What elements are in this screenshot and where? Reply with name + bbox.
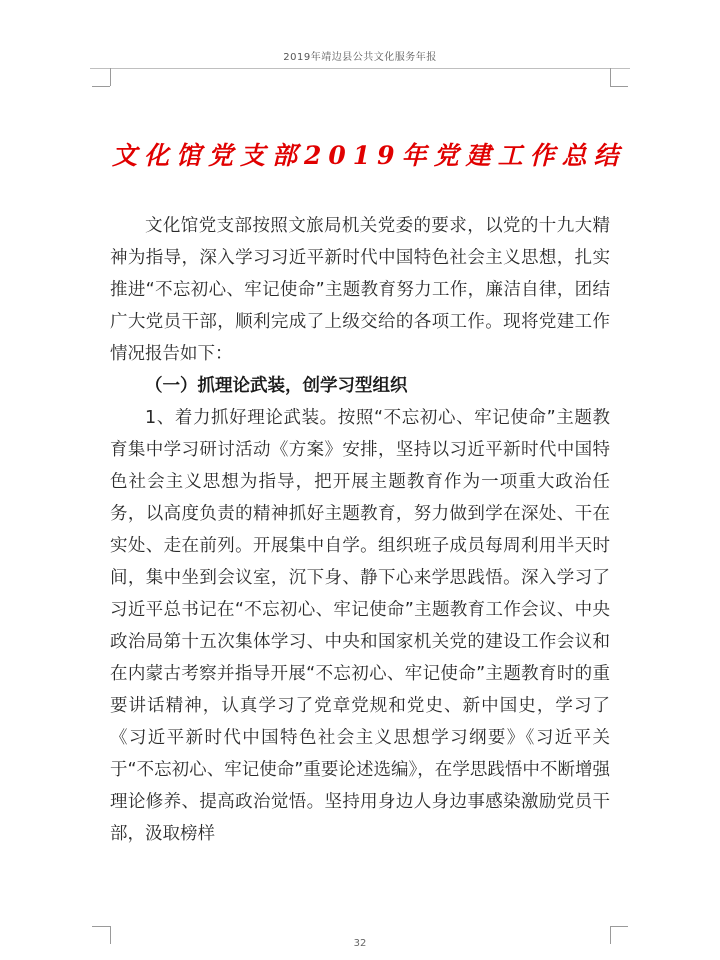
section-paragraph: 1、着力抓好理论武装。按照“不忘初心、牢记使命”主题教育集中学习研讨活动《方案》安排，坚持以习近平新时代中国特色社会主义思想为指导，把开展主题教育作为一项重大政治任务，以高度负责的精神抓好主题教育，努力做到学在深处、干在实处、走在前列。开展集中自学。组织班子成员每周利用半天时间，集中坐到会议室，沉下身、静下心来学思践悟。深入学习了习近平总书记在“不忘初心、牢记使命”主题教育工作会议、中央政治局第十五次集体学习、中央和国家机关党的建设工作会议和在内蒙古考察并指导开展“不忘初心、牢记使命”主题教育时的重要讲话精神，认真学习了党章党规和党史、新中国史，学习了《习近平新时代中国特色社会主义思想学习纲要》《习近平关于“不忘初心、牢记使命”重要论述选编》，在学思践悟中不断增强理论修养、提高政治觉悟。坚持用身边人身边事感染激励党员干部，汲取榜样: [110, 408, 610, 844]
crop-mark-top-right: [610, 68, 629, 86]
page-number: 32: [353, 938, 367, 949]
header-rule: [90, 68, 630, 69]
document-title: 文化馆党支部2019年党建工作总结: [112, 141, 626, 170]
section-heading: （一）抓理论武装，创学习型组织: [145, 376, 408, 396]
crop-mark-top-right-h: [610, 86, 628, 87]
intro-paragraph: 文化馆党支部按照文旅局机关党委的要求，以党的十九大精神为指导，深入学习习近平新时代中国特色社会主义思想，扎实推进“不忘初心、牢记使命”主题教育努力工作，廉洁自律，团结广大党员干部，顺利完成了上级交给的各项工作。现将党建工作情况报告如下：: [110, 216, 610, 364]
crop-mark-bottom-left-h: [92, 926, 110, 927]
crop-mark-top-left-h: [92, 86, 110, 87]
crop-mark-top-left: [92, 68, 111, 86]
running-header: 2019年靖边县公共文化服务年报: [283, 52, 437, 63]
crop-mark-bottom-right-h: [610, 926, 628, 927]
document-body: [110, 210, 610, 850]
